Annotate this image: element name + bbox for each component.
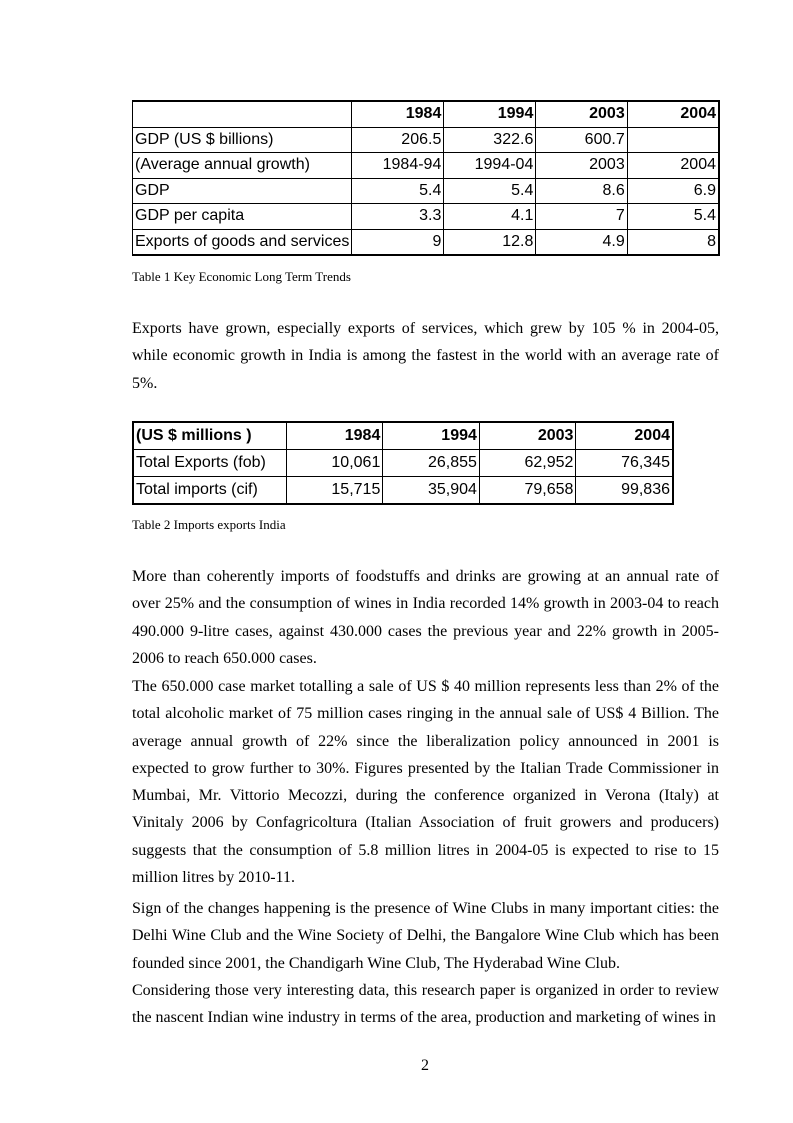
table-cell: 2004 bbox=[576, 422, 673, 450]
table-cell: Total imports (cif) bbox=[133, 477, 286, 505]
economic-trends-table bbox=[132, 100, 720, 256]
table-cell: 2003 bbox=[536, 101, 627, 127]
table-cell: 10,061 bbox=[286, 450, 383, 477]
table-cell: 99,836 bbox=[576, 477, 673, 505]
table-cell: 206.5 bbox=[352, 127, 444, 153]
table-cell: 6.9 bbox=[627, 178, 719, 204]
table-cell: Total Exports (fob) bbox=[133, 450, 286, 477]
table-cell: (US $ millions ) bbox=[133, 422, 286, 450]
table-cell: 1984 bbox=[286, 422, 383, 450]
table-cell: 2004 bbox=[627, 101, 719, 127]
table-cell: 7 bbox=[536, 204, 627, 230]
table-cell bbox=[627, 127, 719, 153]
table-cell: 5.4 bbox=[352, 178, 444, 204]
table-cell: 322.6 bbox=[444, 127, 536, 153]
table-cell: 9 bbox=[352, 229, 444, 255]
table-cell: 76,345 bbox=[576, 450, 673, 477]
table-cell: 62,952 bbox=[479, 450, 576, 477]
table-cell: 1994 bbox=[383, 422, 480, 450]
table-cell: 79,658 bbox=[479, 477, 576, 505]
table-row bbox=[133, 450, 673, 477]
body-paragraph: Exports have grown, especially exports of services, which grew by 105 % in 2004-05, while economic growth in India is among the fastest in the world with an average rate of 5%. bbox=[132, 320, 719, 392]
table-cell: 1994 bbox=[444, 101, 536, 127]
table-row bbox=[133, 153, 720, 179]
table-cell bbox=[133, 101, 352, 127]
table-cell: GDP (US $ billions) bbox=[133, 127, 352, 153]
table-cell: (Average annual growth) bbox=[133, 153, 352, 179]
table-header-row bbox=[133, 101, 720, 127]
table-cell: GDP bbox=[133, 178, 352, 204]
table-caption: Table 1 Key Economic Long Term Trends bbox=[132, 269, 351, 284]
page-number: 2 bbox=[421, 1057, 429, 1074]
table-cell: 12.8 bbox=[444, 229, 536, 255]
table-cell: 15,715 bbox=[286, 477, 383, 505]
table-row bbox=[133, 204, 720, 230]
table-cell: GDP per capita bbox=[133, 204, 352, 230]
table-cell: 2003 bbox=[536, 153, 627, 179]
body-paragraph: Sign of the changes happening is the presence of Wine Clubs in many important cities: the Delhi Wine Club and the Wine Society of Delhi, the Bangalore Wine Club which has been founded since 2001, the Chandigarh Wine Club, The Hyderabad Wine Club. bbox=[132, 900, 719, 972]
table-row bbox=[133, 477, 673, 505]
table-cell: 8 bbox=[627, 229, 719, 255]
table-cell: 35,904 bbox=[383, 477, 480, 505]
table-cell: 600.7 bbox=[536, 127, 627, 153]
table-cell: 2004 bbox=[627, 153, 719, 179]
table-cell: Exports of goods and services bbox=[133, 229, 352, 255]
table-row bbox=[133, 127, 720, 153]
table-cell: 5.4 bbox=[627, 204, 719, 230]
table-header-row bbox=[133, 422, 673, 450]
table-cell: 1984-94 bbox=[352, 153, 444, 179]
imports-exports-table bbox=[132, 421, 674, 505]
table-cell: 8.6 bbox=[536, 178, 627, 204]
table-row bbox=[133, 178, 720, 204]
table-cell: 2003 bbox=[479, 422, 576, 450]
body-paragraph: More than coherently imports of foodstuffs and drinks are growing at an annual rate of over 25% and the consumption of wines in India recorded 14% growth in 2003-04 to reach 490.000 9-litre cases, against 430.000 cases the previous year and 22% growth in 2005-2006 to reach 650.000 cases. bbox=[132, 568, 719, 667]
body-paragraph: Considering those very interesting data, this research paper is organized in order to review the nascent Indian wine industry in terms of the area, production and marketing of wines in bbox=[132, 982, 719, 1027]
table-cell: 5.4 bbox=[444, 178, 536, 204]
table-row bbox=[133, 229, 720, 255]
table-caption: Table 2 Imports exports India bbox=[132, 517, 286, 532]
table-cell: 1994-04 bbox=[444, 153, 536, 179]
table-cell: 3.3 bbox=[352, 204, 444, 230]
body-paragraph: The 650.000 case market totalling a sale of US $ 40 million represents less than 2% of the total alcoholic market of 75 million cases ringing in the annual sale of US$ 4 Billion. The average annual growth of 22% since the liberalization policy announced in 2001 is expected to grow further to 30%. Figures presented by the Italian Trade Commissioner in Mumbai, Mr. Vittorio Mecozzi, during the conference organized in Verona (Italy) at Vinitaly 2006 by Confagricoltura (Italian Association of fruit growers and producers) suggests that the consumption of 5.8 million litres in 2004-05 is expected to rise to 15 million litres by 2010-11. bbox=[132, 678, 719, 887]
table-cell: 4.9 bbox=[536, 229, 627, 255]
table-cell: 1984 bbox=[352, 101, 444, 127]
table-cell: 26,855 bbox=[383, 450, 480, 477]
table-cell: 4.1 bbox=[444, 204, 536, 230]
